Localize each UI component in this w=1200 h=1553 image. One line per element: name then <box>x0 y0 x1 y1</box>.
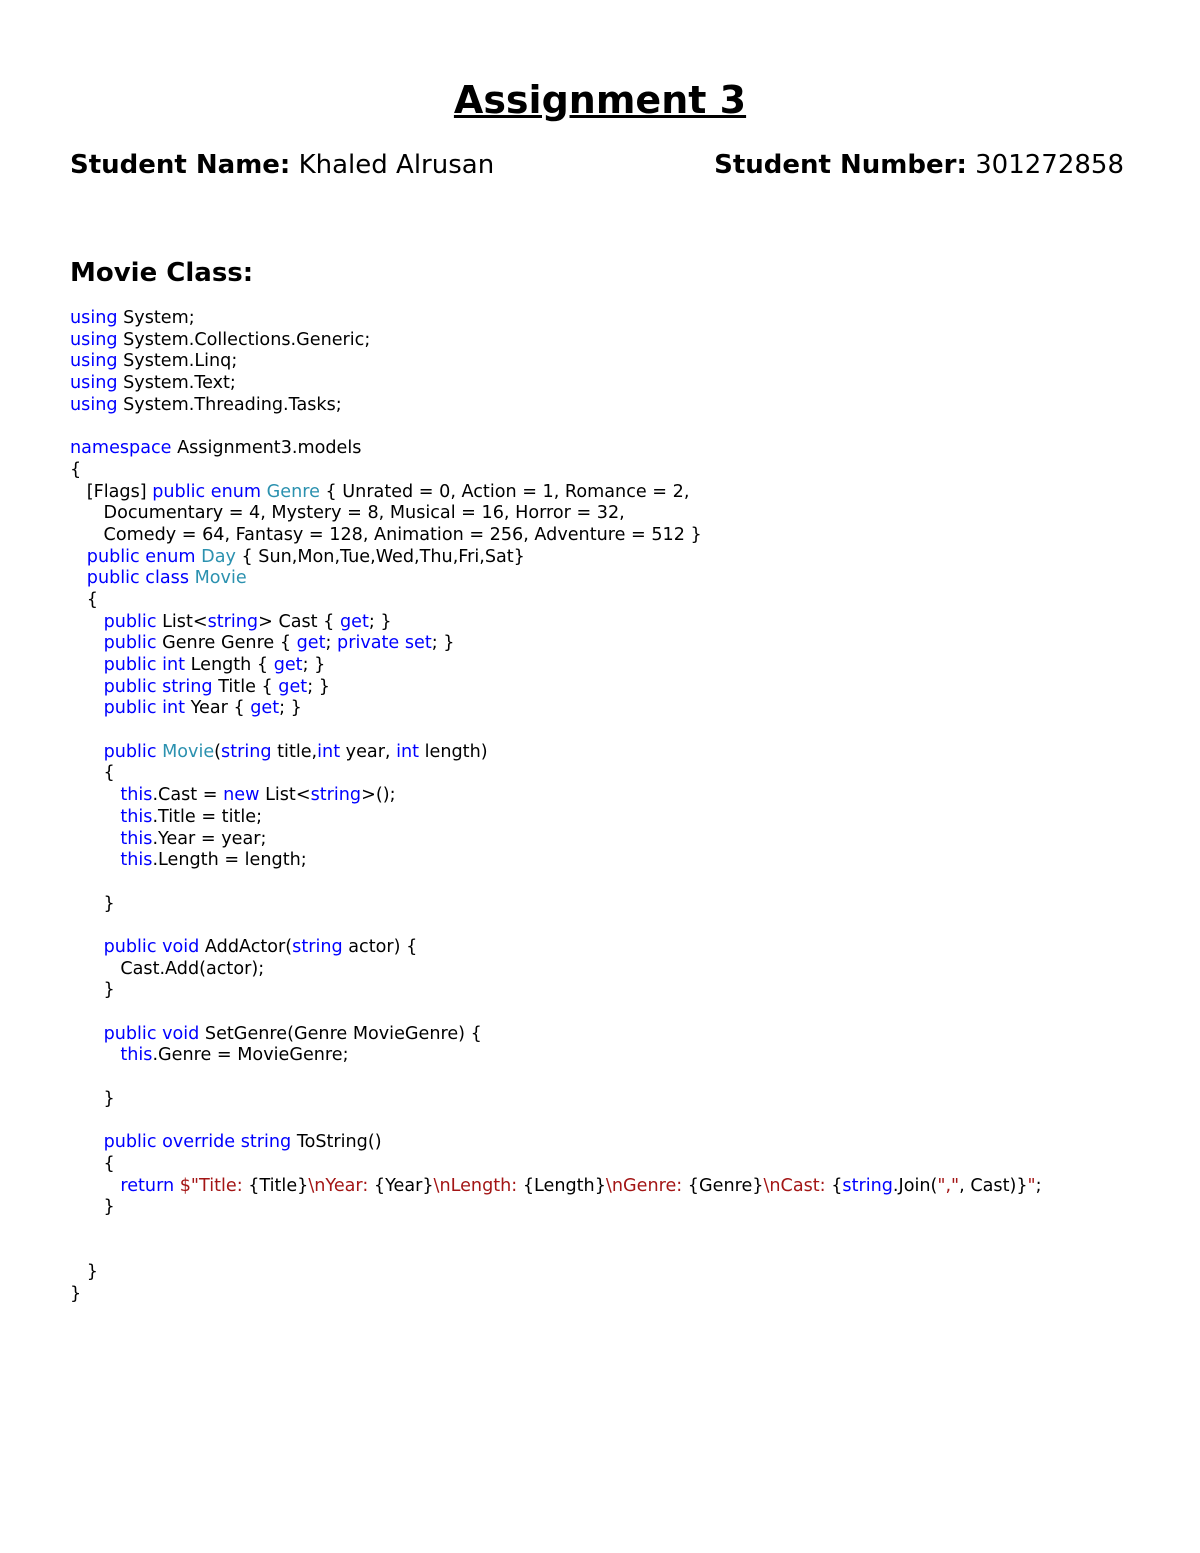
code-token: public string <box>103 676 213 697</box>
code-line <box>70 937 1042 959</box>
code-token <box>70 829 120 849</box>
code-line <box>70 1089 1042 1111</box>
code-token: string <box>310 785 362 806</box>
code-token: new <box>223 785 260 806</box>
code-line <box>70 872 1042 894</box>
code-token: this <box>120 850 153 871</box>
code-line <box>70 1176 1042 1198</box>
code-token <box>70 937 104 957</box>
code-token: ToString() <box>291 1132 382 1153</box>
code-line <box>70 438 1042 460</box>
code-token: AddActor( <box>199 936 293 957</box>
code-token: Year { <box>185 698 251 719</box>
code-line <box>70 373 1042 395</box>
code-token: .Length = length; <box>152 850 307 871</box>
code-token <box>70 655 104 675</box>
code-token: string <box>207 611 259 632</box>
code-token: this <box>120 785 153 806</box>
code-token: System.Linq; <box>117 351 238 372</box>
code-token: Movie <box>194 568 247 589</box>
code-token <box>70 698 104 718</box>
code-token: return <box>120 1175 175 1196</box>
code-line <box>70 460 1042 482</box>
code-token: .Join( <box>892 1175 938 1196</box>
code-token: public override string <box>103 1132 292 1153</box>
code-line <box>70 308 1042 330</box>
code-token: length) <box>419 741 488 762</box>
code-token: > Cast { <box>258 611 340 632</box>
code-token <box>70 677 104 697</box>
code-token: ; <box>1035 1175 1042 1196</box>
code-token: System.Collections.Generic; <box>117 329 371 350</box>
code-line <box>70 894 1042 916</box>
code-line <box>70 525 1042 547</box>
code-line <box>70 655 1042 677</box>
code-line <box>70 742 1042 764</box>
code-line <box>70 698 1042 720</box>
code-line <box>70 807 1042 829</box>
code-token: $"Title: <box>179 1175 249 1196</box>
code-token: ; } <box>431 633 455 654</box>
code-token <box>70 807 120 827</box>
code-token: public int <box>103 655 186 675</box>
code-token: { <box>70 459 82 480</box>
code-token: using <box>70 373 118 394</box>
code-token: actor) { <box>342 936 418 957</box>
code-token: Length { <box>185 655 274 675</box>
code-line <box>70 1002 1042 1024</box>
code-line <box>70 330 1042 352</box>
student-name-value: Khaled Alrusan <box>298 150 495 180</box>
code-token: { Unrated = 0, Action = 1, Romance = 2, <box>319 481 690 502</box>
code-token: Title { <box>212 676 279 697</box>
code-token: public void <box>103 1023 200 1044</box>
code-token: title, <box>271 741 318 762</box>
code-line <box>70 763 1042 785</box>
code-token: List< <box>259 785 311 806</box>
code-token <box>70 785 120 805</box>
code-line <box>70 568 1042 590</box>
code-line <box>70 503 1042 525</box>
code-token: using <box>70 308 118 328</box>
section-heading: Movie Class: <box>70 258 254 288</box>
code-token: using <box>70 394 118 415</box>
code-token: get <box>250 698 280 719</box>
student-number-label: Student Number: <box>714 150 967 180</box>
code-token: Comedy = 64, Fantasy = 128, Animation = 256, Adventure = 512 } <box>70 524 702 545</box>
code-token: [Flags] <box>70 481 153 502</box>
code-token: year, <box>340 741 397 762</box>
code-token: Genre <box>266 481 320 502</box>
code-token: .Genre = MovieGenre; <box>152 1045 349 1066</box>
code-token: using <box>70 351 118 372</box>
code-line <box>70 1132 1042 1154</box>
code-line <box>70 677 1042 699</box>
code-token: >(); <box>361 785 396 806</box>
code-token: private set <box>337 633 432 654</box>
code-line <box>70 915 1042 937</box>
code-token: .Year = year; <box>152 828 267 849</box>
code-token: int <box>396 741 420 762</box>
code-token: "," <box>937 1175 960 1196</box>
code-token: List< <box>156 611 208 632</box>
student-number-value: 301272858 <box>975 150 1124 180</box>
code-token: { <box>70 589 98 610</box>
code-token: { <box>70 1153 115 1174</box>
code-token: {Year} <box>373 1175 434 1196</box>
code-line <box>70 1284 1042 1306</box>
code-block <box>70 308 1042 1306</box>
code-line <box>70 351 1042 373</box>
code-token: ; } <box>279 698 302 719</box>
code-token: namespace <box>70 438 172 459</box>
code-token: { Sun,Mon,Tue,Wed,Thu,Fri,Sat} <box>235 546 525 567</box>
code-token <box>70 1176 120 1196</box>
code-token: string <box>221 741 272 762</box>
code-token: using <box>70 329 118 350</box>
code-line <box>70 1197 1042 1219</box>
code-line <box>70 1110 1042 1132</box>
code-token <box>70 850 120 870</box>
code-line <box>70 633 1042 655</box>
code-token: Genre Genre { <box>156 633 297 654</box>
code-token: } <box>70 1283 82 1304</box>
code-line <box>70 1045 1042 1067</box>
student-name-label: Student Name: <box>70 150 291 180</box>
code-token: public void <box>103 936 200 957</box>
code-token: get <box>296 633 326 654</box>
code-token: Assignment3.models <box>171 438 362 459</box>
code-token: string <box>842 1175 893 1196</box>
code-token: .Title = title; <box>152 806 263 827</box>
code-token: SetGenre(Genre MovieGenre) { <box>199 1023 482 1044</box>
code-token: public enum <box>152 481 262 502</box>
code-line <box>70 482 1042 504</box>
code-token: \nLength: <box>433 1175 523 1196</box>
code-line <box>70 850 1042 872</box>
code-token: get <box>278 676 308 697</box>
code-line <box>70 959 1042 981</box>
code-token: ; } <box>368 611 392 632</box>
student-name-row <box>70 146 494 184</box>
code-token: this <box>120 806 153 827</box>
code-token: } <box>70 980 115 1001</box>
code-token: ; } <box>302 655 326 675</box>
code-line <box>70 416 1042 438</box>
code-line <box>70 785 1042 807</box>
code-token: System; <box>117 308 195 328</box>
code-token: } <box>70 1197 115 1218</box>
code-line <box>70 395 1042 417</box>
code-token: Cast.Add(actor); <box>70 958 265 979</box>
code-token: ( <box>214 741 222 762</box>
code-token: } <box>70 893 115 914</box>
code-token: public class <box>86 568 189 589</box>
code-token: {Length} <box>522 1175 606 1196</box>
code-token: { <box>831 1175 843 1196</box>
code-line <box>70 1024 1042 1046</box>
code-line <box>70 829 1042 851</box>
code-token: \nGenre: <box>605 1175 688 1196</box>
code-token: public <box>103 611 157 632</box>
code-line <box>70 1241 1042 1263</box>
code-line <box>70 612 1042 634</box>
code-token: Documentary = 4, Mystery = 8, Musical = 16, Horror = 32, <box>70 503 625 524</box>
document-title: Assignment 3 <box>453 78 747 122</box>
code-line <box>70 590 1042 612</box>
code-token <box>70 568 87 588</box>
code-token: public <box>103 633 157 654</box>
code-token: Movie <box>162 741 215 762</box>
code-token: { <box>70 763 115 784</box>
code-token <box>70 612 104 632</box>
code-token: \nYear: <box>308 1175 374 1196</box>
code-line <box>70 1219 1042 1241</box>
code-line <box>70 547 1042 569</box>
code-token <box>70 633 104 653</box>
code-token: this <box>120 828 153 849</box>
code-line <box>70 1262 1042 1284</box>
code-line <box>70 1154 1042 1176</box>
code-token: public enum <box>86 546 196 567</box>
code-token: get <box>273 655 303 675</box>
code-line <box>70 1067 1042 1089</box>
code-token: Day <box>201 546 236 567</box>
code-token: System.Threading.Tasks; <box>117 394 342 415</box>
code-token: .Cast = <box>152 785 224 806</box>
code-token: ; <box>325 633 338 654</box>
code-token: this <box>120 1045 153 1066</box>
code-token <box>70 1132 104 1152</box>
code-token: \nCast: <box>763 1175 832 1196</box>
code-token: public int <box>103 698 186 719</box>
code-token: {Title} <box>248 1175 309 1196</box>
code-token: int <box>317 741 341 762</box>
code-token <box>70 1045 120 1065</box>
code-token: , Cast)} <box>959 1175 1028 1196</box>
code-line <box>70 720 1042 742</box>
code-token <box>70 1024 104 1044</box>
code-token: public <box>103 741 157 762</box>
code-token: {Genre} <box>687 1175 764 1196</box>
code-token: } <box>70 1088 115 1109</box>
code-token: System.Text; <box>117 373 236 394</box>
code-line <box>70 980 1042 1002</box>
code-token <box>70 547 87 567</box>
student-number-row <box>714 146 1124 184</box>
code-token <box>70 742 104 762</box>
code-token: get <box>339 611 369 632</box>
code-token: } <box>70 1262 98 1283</box>
code-token: string <box>292 936 343 957</box>
code-token: ; } <box>307 676 330 697</box>
code-token: " <box>1027 1175 1036 1196</box>
